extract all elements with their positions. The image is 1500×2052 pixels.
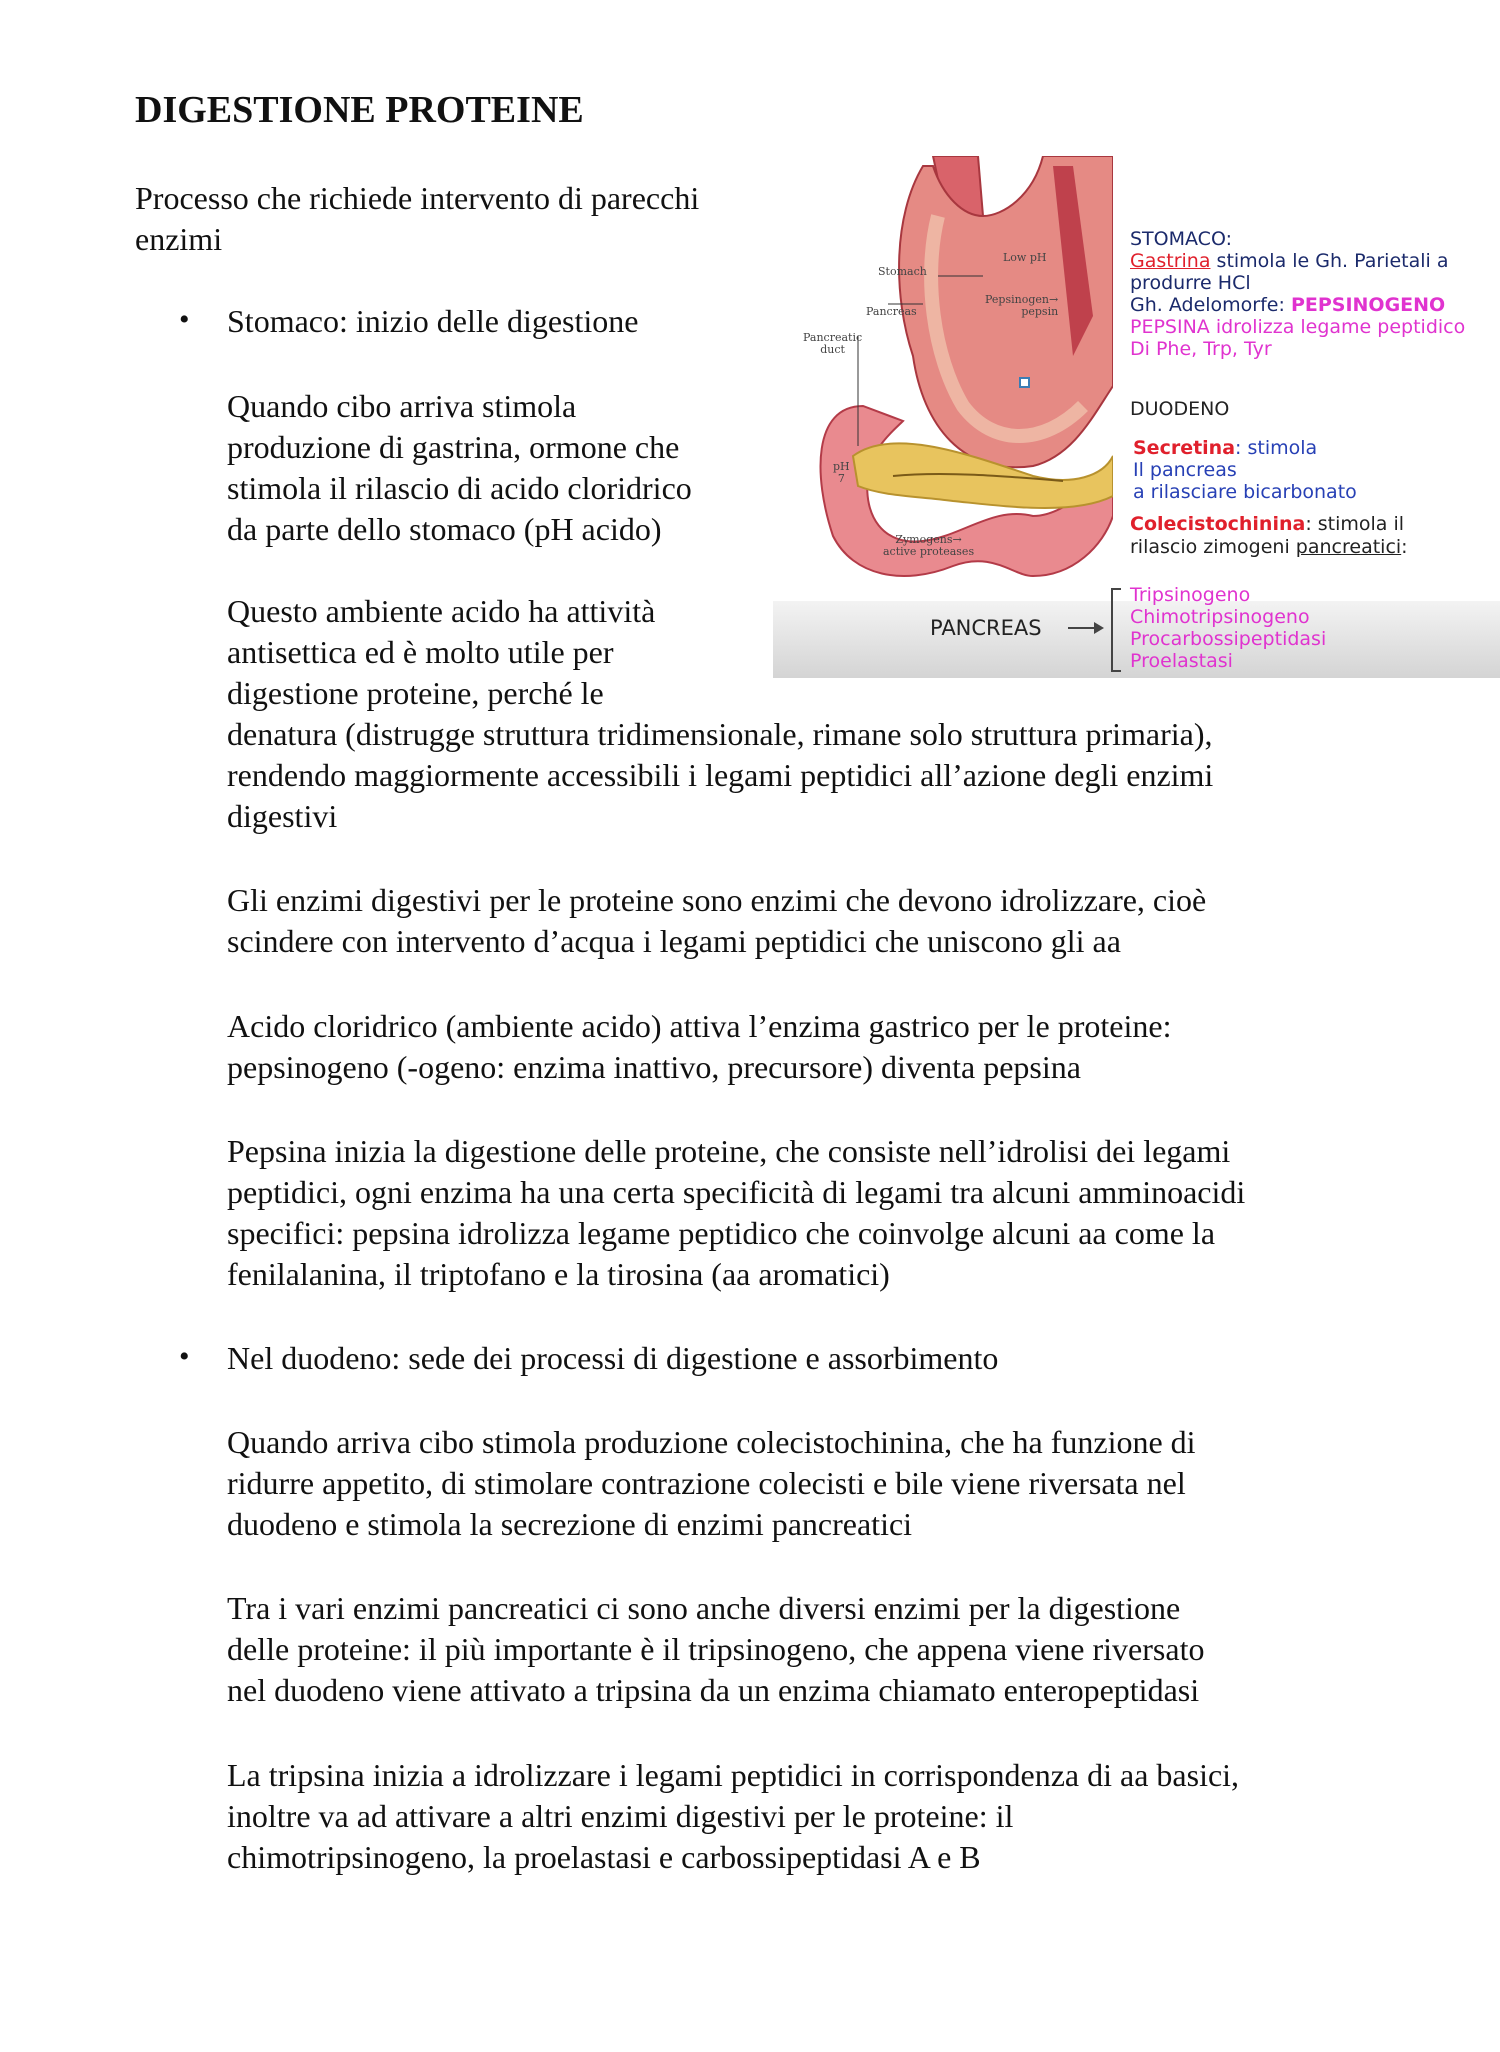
text-line: specifici: pepsina idrolizza legame peptidico che coinvolge alcuni aa come la bbox=[227, 1215, 1216, 1251]
text-line: chimotripsinogeno, la proelastasi e carbossipeptidasi A e B bbox=[227, 1839, 981, 1875]
bracket-icon bbox=[1111, 588, 1121, 672]
duodeno-title: DUODENO bbox=[1130, 398, 1230, 420]
text-line: ridurre appetito, di stimolare contrazione colecisti e bile viene riversata nel bbox=[227, 1465, 1186, 1501]
text-line: produzione di gastrina, ormone che bbox=[227, 429, 680, 465]
low-ph-label: Low pH bbox=[1003, 251, 1047, 264]
text-line: rendendo maggiormente accessibili i legami peptidici all’azione degli enzimi bbox=[227, 757, 1214, 793]
digestive-system-figure bbox=[773, 156, 1500, 678]
text-line: Quando arriva cibo stimola produzione colecistochinina, che ha funzione di bbox=[227, 1424, 1196, 1460]
gastrina-term: Gastrina bbox=[1130, 250, 1211, 272]
text-line: stimola il rilascio di acido cloridrico bbox=[227, 470, 692, 506]
section-heading-stomaco: Stomaco: inizio delle digestione bbox=[227, 303, 639, 339]
cck-line bbox=[1130, 513, 1404, 536]
gastrina-line bbox=[1130, 250, 1448, 273]
stomaco-title: STOMACO: bbox=[1130, 228, 1232, 250]
arrow-right-icon bbox=[1068, 627, 1102, 629]
adelomorfe-line bbox=[1130, 294, 1445, 317]
text-line: digestivi bbox=[227, 798, 338, 834]
text-line: duodeno e stimola la secrezione di enzimi pancreatici bbox=[227, 1506, 913, 1542]
text-line: scindere con intervento d’acqua i legami peptidici che uniscono gli aa bbox=[227, 923, 1121, 959]
secretina-line bbox=[1133, 437, 1317, 460]
label-line: pH bbox=[833, 460, 850, 473]
label-line: Pepsinogen→ bbox=[985, 293, 1059, 306]
text-line: da parte dello stomaco (pH acido) bbox=[227, 511, 662, 547]
pepsina-line: PEPSINA idrolizza legame peptidico bbox=[1130, 316, 1466, 338]
bullet-icon: • bbox=[179, 1340, 190, 1373]
pancreas-line: Il pancreas bbox=[1133, 459, 1237, 481]
text-line: Questo ambiente acido ha attività bbox=[227, 593, 656, 629]
text-line: enzimi bbox=[135, 221, 223, 257]
enzyme-item: Procarbossipeptidasi bbox=[1130, 628, 1327, 650]
pancreas-label-illus: Pancreas bbox=[866, 305, 917, 318]
hcl-line: produrre HCl bbox=[1130, 272, 1251, 294]
text-line: digestione proteine, perché le bbox=[227, 675, 604, 711]
text-line: Gli enzimi digestivi per le proteine sono enzimi che devono idrolizzare, cioè bbox=[227, 882, 1207, 918]
secretina-term: Secretina bbox=[1133, 437, 1236, 459]
pancreas-label: PANCREAS bbox=[930, 616, 1042, 640]
page-title: DIGESTIONE PROTEINE bbox=[135, 89, 584, 131]
text-line: nel duodeno viene attivato a tripsina da un enzima chiamato enteropeptidasi bbox=[227, 1672, 1200, 1708]
enzyme-item: Chimotripsinogeno bbox=[1130, 606, 1310, 628]
ph-label bbox=[833, 461, 850, 485]
secretina-text: : stimola bbox=[1235, 437, 1318, 459]
stomach-label: Stomach bbox=[878, 265, 927, 278]
text-line: Processo che richiede intervento di parecchi bbox=[135, 180, 700, 216]
colon-text: : bbox=[1401, 536, 1408, 558]
label-line: active proteases bbox=[883, 545, 975, 558]
text-line: pepsinogeno (-ogeno: enzima inattivo, precursore) diventa pepsina bbox=[227, 1049, 1081, 1085]
enzyme-item: Proelastasi bbox=[1130, 650, 1233, 672]
section-heading-duodeno: Nel duodeno: sede dei processi di digestione e assorbimento bbox=[227, 1340, 999, 1376]
label-line: duct bbox=[820, 343, 845, 356]
text-line: La tripsina inizia a idrolizzare i legami peptidici in corrispondenza di aa basici, bbox=[227, 1757, 1240, 1793]
bicarbonato-line: a rilasciare bicarbonato bbox=[1133, 481, 1357, 503]
text-line: inoltre va ad attivare a altri enzimi digestivi per le proteine: il bbox=[227, 1798, 1014, 1834]
gastrina-text: stimola le Gh. Parietali a bbox=[1210, 250, 1449, 272]
adelomorfe-text: Gh. Adelomorfe: bbox=[1130, 294, 1291, 316]
bullet-icon: • bbox=[179, 303, 190, 336]
text-line: Tra i vari enzimi pancreatici ci sono anche diversi enzimi per la digestione bbox=[227, 1590, 1181, 1626]
cck-term: Colecistochinina bbox=[1130, 513, 1306, 535]
label-line: pepsin bbox=[1021, 305, 1059, 318]
text-line: Pepsina inizia la digestione delle proteine, che consiste nell’idrolisi dei legami bbox=[227, 1133, 1231, 1169]
label-line: 7 bbox=[837, 472, 845, 485]
pepsinogen-label bbox=[985, 294, 1058, 318]
pepsinogeno-term: PEPSINOGENO bbox=[1290, 294, 1446, 316]
cck-text: : stimola il bbox=[1305, 513, 1405, 535]
enzyme-item: Tripsinogeno bbox=[1130, 584, 1251, 606]
pancreatic-duct-label bbox=[803, 332, 862, 356]
zimogeni-line bbox=[1130, 536, 1408, 559]
label-line: Pancreatic bbox=[803, 331, 863, 344]
label-line: Zymogens→ bbox=[895, 533, 962, 546]
text-line: delle proteine: il più importante è il tripsinogeno, che appena viene riversato bbox=[227, 1631, 1205, 1667]
zimogeni-text: rilascio zimogeni bbox=[1130, 536, 1296, 558]
aromatici-line: Di Phe, Trp, Tyr bbox=[1130, 338, 1272, 360]
text-line: Acido cloridrico (ambiente acido) attiva l’enzima gastrico per le proteine: bbox=[227, 1008, 1172, 1044]
text-line: peptidici, ogni enzima ha una certa specificità di legami tra alcuni amminoacidi bbox=[227, 1174, 1246, 1210]
text-line: antisettica ed è molto utile per bbox=[227, 634, 614, 670]
text-line: fenilalanina, il triptofano e la tirosina (aa aromatici) bbox=[227, 1256, 890, 1292]
zymogens-label bbox=[883, 534, 974, 558]
pancreatici-term: pancreatici bbox=[1295, 536, 1402, 558]
text-line: Quando cibo arriva stimola bbox=[227, 388, 577, 424]
stomach-illustration bbox=[773, 156, 1113, 596]
text-line: denatura (distrugge struttura tridimensionale, rimane solo struttura primaria), bbox=[227, 716, 1213, 752]
